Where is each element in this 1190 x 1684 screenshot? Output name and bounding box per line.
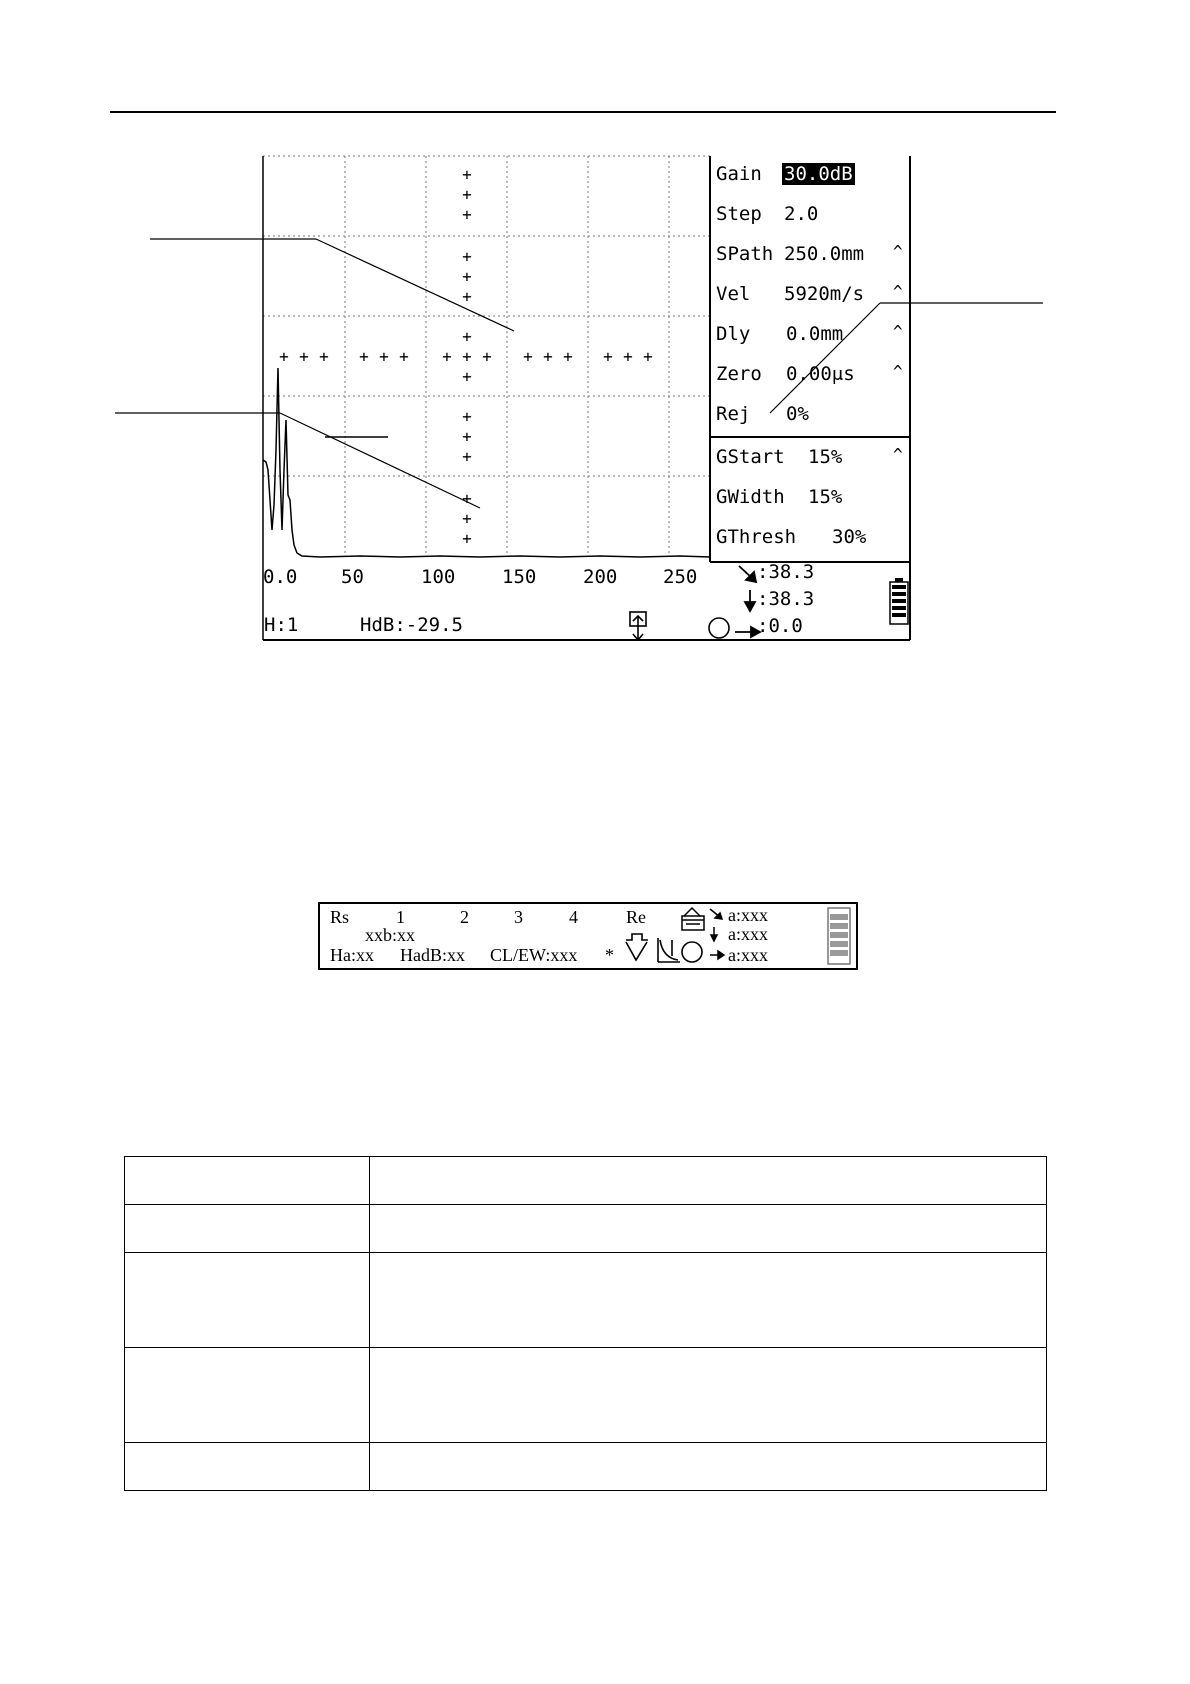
svg-text:+: +: [563, 347, 573, 366]
gstart-label[interactable]: GStart: [716, 446, 785, 468]
rej-label[interactable]: Rej: [716, 403, 751, 425]
status-hdb: HdB:-29.5: [360, 614, 463, 636]
dac-curve-icon: [658, 938, 680, 962]
spath-label[interactable]: SPath: [716, 243, 774, 265]
gain-label[interactable]: Gain: [716, 163, 762, 185]
legend-1: 1: [396, 907, 405, 927]
vel-value[interactable]: 5920m/s: [784, 283, 865, 305]
status-h: H:1: [264, 614, 299, 636]
table-cell: [125, 1443, 370, 1491]
dly-value[interactable]: 0.0mm: [786, 323, 844, 345]
svg-text:+: +: [462, 347, 472, 366]
zero-value[interactable]: 0.00μs: [786, 363, 855, 385]
svg-text:+: +: [462, 205, 472, 224]
table-cell: [125, 1348, 370, 1443]
gstart-caret-icon: ^: [893, 445, 903, 464]
svg-text:+: +: [603, 347, 613, 366]
rej-value[interactable]: 0%: [786, 403, 809, 425]
legend-hadb: HadB:xx: [400, 945, 465, 965]
svg-text:+: +: [462, 267, 472, 286]
dly-caret-icon: ^: [893, 322, 903, 341]
svg-text:+: +: [462, 247, 472, 266]
x-tick: 0.0: [263, 566, 298, 588]
zero-label[interactable]: Zero: [716, 363, 762, 385]
table-cell: [370, 1348, 1047, 1443]
gate-icon: [626, 934, 648, 960]
legend-sound-path-a: a:xxx: [728, 905, 768, 925]
legend-rs: Rs: [330, 907, 350, 927]
table-row: [125, 1205, 1047, 1253]
clapper-icon: [682, 908, 704, 930]
crosshair-marks: [279, 165, 653, 548]
x-tick: 200: [583, 566, 618, 588]
circle-icon: [709, 618, 729, 638]
x-tick: 150: [502, 566, 537, 588]
svg-text:+: +: [279, 347, 289, 366]
legend-4: 4: [569, 907, 578, 927]
x-tick: 50: [341, 566, 364, 588]
description-table: [124, 1156, 1047, 1491]
legend-horizontal-a: a:xxx: [728, 945, 768, 965]
svg-text:+: +: [462, 427, 472, 446]
svg-text:+: +: [543, 347, 553, 366]
horizontal-readout: :0.0: [757, 615, 803, 637]
x-tick: 100: [421, 566, 456, 588]
gwidth-label[interactable]: GWidth: [716, 486, 785, 508]
spath-caret-icon: ^: [893, 242, 903, 261]
svg-text:+: +: [462, 367, 472, 386]
zero-caret-icon: ^: [893, 362, 903, 381]
vel-caret-icon: ^: [893, 282, 903, 301]
callout-leaders: [115, 239, 1043, 508]
gwidth-value[interactable]: 15%: [808, 486, 843, 508]
svg-text:+: +: [462, 165, 472, 184]
table-cell: [370, 1205, 1047, 1253]
freeze-icon: [630, 612, 646, 640]
legend-re: Re: [626, 907, 646, 927]
table-row: [125, 1157, 1047, 1205]
svg-text:+: +: [442, 347, 452, 366]
spath-value[interactable]: 250.0mm: [784, 243, 865, 265]
svg-text:+: +: [462, 509, 472, 528]
table-cell: [125, 1157, 370, 1205]
step-value[interactable]: 2.0: [784, 203, 819, 225]
table-row: [125, 1253, 1047, 1348]
table-cell: [125, 1253, 370, 1348]
table-cell: [370, 1443, 1047, 1491]
svg-text:+: +: [462, 407, 472, 426]
battery-icon: [890, 578, 908, 624]
step-label[interactable]: Step: [716, 203, 762, 225]
svg-text:+: +: [399, 347, 409, 366]
legend-ha: Ha:xx: [330, 945, 374, 965]
gthresh-value[interactable]: 30%: [832, 526, 867, 548]
svg-text:+: +: [379, 347, 389, 366]
legend-star: *: [605, 945, 614, 965]
table-row: [125, 1443, 1047, 1491]
gstart-value[interactable]: 15%: [808, 446, 843, 468]
svg-text:+: +: [462, 185, 472, 204]
x-tick: 250: [663, 566, 698, 588]
table-row: [125, 1348, 1047, 1443]
svg-text:+: +: [359, 347, 369, 366]
legend-circle-icon: [682, 942, 702, 962]
table-cell: [370, 1157, 1047, 1205]
svg-text:+: +: [299, 347, 309, 366]
legend-depth-a: a:xxx: [728, 924, 768, 944]
svg-text:+: +: [462, 447, 472, 466]
depth-readout: :38.3: [757, 588, 815, 610]
dly-label[interactable]: Dly: [716, 323, 751, 345]
svg-text:+: +: [462, 327, 472, 346]
echo-waveform: [263, 368, 710, 557]
table-cell: [370, 1253, 1047, 1348]
svg-text:+: +: [643, 347, 653, 366]
instrument-screen: [0, 0, 1190, 700]
svg-text:+: +: [462, 529, 472, 548]
legend-3: 3: [514, 907, 523, 927]
status-bar-legend: [318, 902, 858, 970]
svg-text:+: +: [462, 489, 472, 508]
svg-text:+: +: [623, 347, 633, 366]
svg-text:+: +: [319, 347, 329, 366]
legend-battery-icon: [828, 908, 850, 964]
svg-text:+: +: [462, 287, 472, 306]
legend-xxb: xxb:xx: [365, 925, 416, 945]
svg-text:+: +: [482, 347, 492, 366]
a-scan-display: [0, 0, 1190, 700]
svg-text:+: +: [523, 347, 533, 366]
gthresh-label[interactable]: GThresh: [716, 526, 797, 548]
legend-2: 2: [460, 907, 469, 927]
vel-label[interactable]: Vel: [716, 283, 751, 305]
table-cell: [125, 1205, 370, 1253]
legend-arrows: [710, 909, 724, 959]
legend-clew: CL/EW:xxx: [490, 945, 578, 965]
sound-path-readout: :38.3: [757, 561, 815, 583]
gain-value[interactable]: 30.0dB: [784, 163, 853, 185]
